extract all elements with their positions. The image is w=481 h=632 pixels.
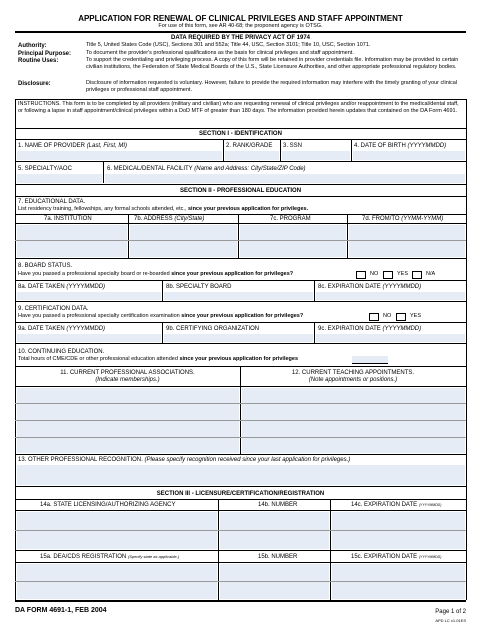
form-subtitle: For use of this form, see AR 40-68; the proponent agency is OTSG. [158, 23, 323, 29]
dob-label: 4. DATE OF BIRTH (YYYYMMDD) [354, 143, 447, 149]
specialty-label: 5. SPECIALTY/AOC [18, 166, 72, 172]
col-7a: 7a. INSTITUTION [44, 216, 92, 222]
authority-text: Title 5, United States Code (USC), Sections 301 and 552a; Title 44, USC, Section 3101; Title 10, USC, Section 1071. [86, 42, 371, 48]
cert-yes-label: YES [410, 313, 422, 319]
dob-field[interactable] [353, 151, 465, 160]
facility-label: 6. MEDICAL/DENTAL FACILITY (Name and Address: City/State/ZIP Code) [107, 166, 306, 172]
specialty-field[interactable] [17, 174, 102, 183]
board-specialty-label: 8b. SPECIALTY BOARD [166, 284, 232, 290]
left-border [15, 99, 16, 600]
cont-text: Total hours of CME/CDE or other professional education attended since your previous application for privileges [18, 356, 299, 362]
cont-title: 10. CONTINUING EDUCATION. [18, 349, 105, 355]
col-14c: 14c. EXPIRATION DATE (YYYYMMDD) [351, 502, 442, 508]
cert-date-field[interactable] [17, 334, 161, 342]
name-label: 1. NAME OF PROVIDER (Last, First, MI) [18, 143, 128, 149]
recognition-label: 13. OTHER PROFESSIONAL RECOGNITION. (Please specify recognition received since your last application for privileges.) [18, 457, 351, 463]
cert-yes-checkbox[interactable] [396, 313, 406, 321]
col-15c: 15c. EXPIRATION DATE (YYYYMMDD) [351, 554, 442, 560]
board-title: 8. BOARD STATUS. [18, 263, 73, 269]
instructions: INSTRUCTIONS. This form is to be completed by all providers (military and civilian) who are requesting renewal of clinical privileges and/or reappointment to the medical/dental staff, or following a lapse in staff appointment/clinical privileges within a DoD MTF of greater than 180 days. The information provided herein updates that contained on the DA Form 4691. [18, 101, 459, 114]
uses-label: Routine Uses: [18, 58, 59, 64]
col-15a: 15a. DEA/CDS REGISTRATION (Specify state as applicable.) [40, 554, 180, 560]
cert-org-label: 9b. CERTIFYING ORGANIZATION [166, 326, 260, 332]
board-exp-label: 8c. EXPIRATION DATE (YYYYMMDD) [318, 284, 422, 290]
recognition-field[interactable] [17, 465, 465, 485]
bottom-rule [15, 600, 466, 602]
address-field[interactable] [130, 225, 237, 257]
col-7b: 7b. ADDRESS (City/State) [134, 216, 205, 222]
col-7d: 7d. FROM/TO (YYMM-YYMM) [362, 216, 444, 222]
section-3-heading: SECTION III - LICENSURE/CERTIFICATION/REGISTRATION [156, 491, 325, 497]
apd-version: APD LC v1.01ES [435, 618, 466, 623]
edu-text: List residency training, fellowships, any formal schools attended, etc., since your previous application for privileges. [18, 206, 309, 212]
purpose-text: To document the provider's professional qualifications as the basis for clinical privileges and staff appointment. [86, 50, 354, 56]
top-rule [15, 31, 466, 33]
board-exp-field[interactable] [316, 292, 465, 300]
purpose-label: Principal Purpose: [18, 51, 72, 57]
ssn-label: 3. SSN [283, 143, 303, 149]
col-15b: 15b. NUMBER [258, 554, 298, 560]
cert-no-checkbox[interactable] [369, 313, 379, 321]
teaching-hint: (Note appointments or positions.) [308, 377, 398, 383]
disclosure-text: Disclosure of information requested is voluntary. However, failure to provide the required information may interfere with the timely granting of your clinical privileges or professional staff appointment. [86, 80, 458, 93]
associations-hint: (Indicate memberships.) [95, 377, 160, 383]
page-number: Page 1 of 2 [435, 609, 466, 615]
board-na-label: N/A [426, 271, 436, 277]
cert-text: Have you passed a professional specialty certification examination since your previous application for privileges? [18, 313, 304, 319]
col-7c: 7c. PROGRAM [270, 216, 311, 222]
section-2-heading: SECTION II - PROFESSIONAL EDUCATION [179, 188, 302, 194]
from-to-field[interactable] [349, 225, 465, 257]
cert-no-label: NO [383, 313, 392, 319]
board-specialty-field[interactable] [164, 292, 313, 300]
ssn-field[interactable] [282, 151, 350, 160]
associations-label: 11. CURRENT PROFESSIONAL ASSOCIATIONS. [60, 370, 195, 376]
cert-date-label: 9a. DATE TAKEN (YYYYMMDD) [18, 326, 106, 332]
col-14a: 14a. STATE LICENSING/AUTHORIZING AGENCY [40, 502, 176, 508]
rank-label: 2. RANK/GRADE [226, 143, 273, 149]
board-yes-checkbox[interactable] [383, 271, 393, 279]
board-no-checkbox[interactable] [356, 271, 366, 279]
board-date-field[interactable] [17, 292, 161, 300]
cert-exp-label: 9c. EXPIRATION DATE (YYYYMMDD) [318, 326, 422, 332]
board-date-label: 8a. DATE TAKEN (YYYYMMDD) [18, 284, 106, 290]
section-1-heading: SECTION I - IDENTIFICATION [199, 131, 282, 137]
facility-field[interactable] [105, 174, 465, 183]
board-no-label: NO [370, 271, 379, 277]
privacy-heading: DATA REQUIRED BY THE PRIVACY ACT OF 1974 [170, 35, 311, 41]
disclosure-label: Disclosure: [18, 81, 51, 87]
board-text: Have you passed a professional specialty board or re-boarded since your previous application for privileges? [18, 271, 294, 277]
right-border [466, 99, 467, 600]
cme-hours-field[interactable] [352, 356, 388, 364]
cert-org-field[interactable] [164, 334, 313, 342]
cert-exp-field[interactable] [316, 334, 465, 342]
program-field[interactable] [240, 225, 346, 257]
institution-field[interactable] [17, 225, 127, 257]
uses-text: To support the credentialing and privileging process. A copy of this form will be retained in provider credentials file. Information may be provided to certain civilian institutions, the Federation of State Medical Boards of the U.S., State Licensure Authorities, and other appropriate professional regulatory bodies. [86, 57, 459, 70]
teaching-label: 12. CURRENT TEACHING APPOINTMENTS. [291, 370, 415, 376]
col-14b: 14b. NUMBER [258, 502, 298, 508]
rank-field[interactable] [225, 151, 279, 160]
board-na-checkbox[interactable] [412, 271, 422, 279]
cert-title: 9. CERTIFICATION DATA. [18, 306, 89, 312]
authority-label: Authority: [18, 43, 47, 49]
form-id: DA FORM 4691-1, FEB 2004 [15, 607, 107, 614]
board-yes-label: YES [397, 271, 409, 277]
edu-title: 7. EDUCATIONAL DATA. [18, 199, 86, 205]
form-title: APPLICATION FOR RENEWAL OF CLINICAL PRIVILEGES AND STAFF APPOINTMENT [78, 14, 403, 23]
name-field[interactable] [17, 151, 222, 160]
